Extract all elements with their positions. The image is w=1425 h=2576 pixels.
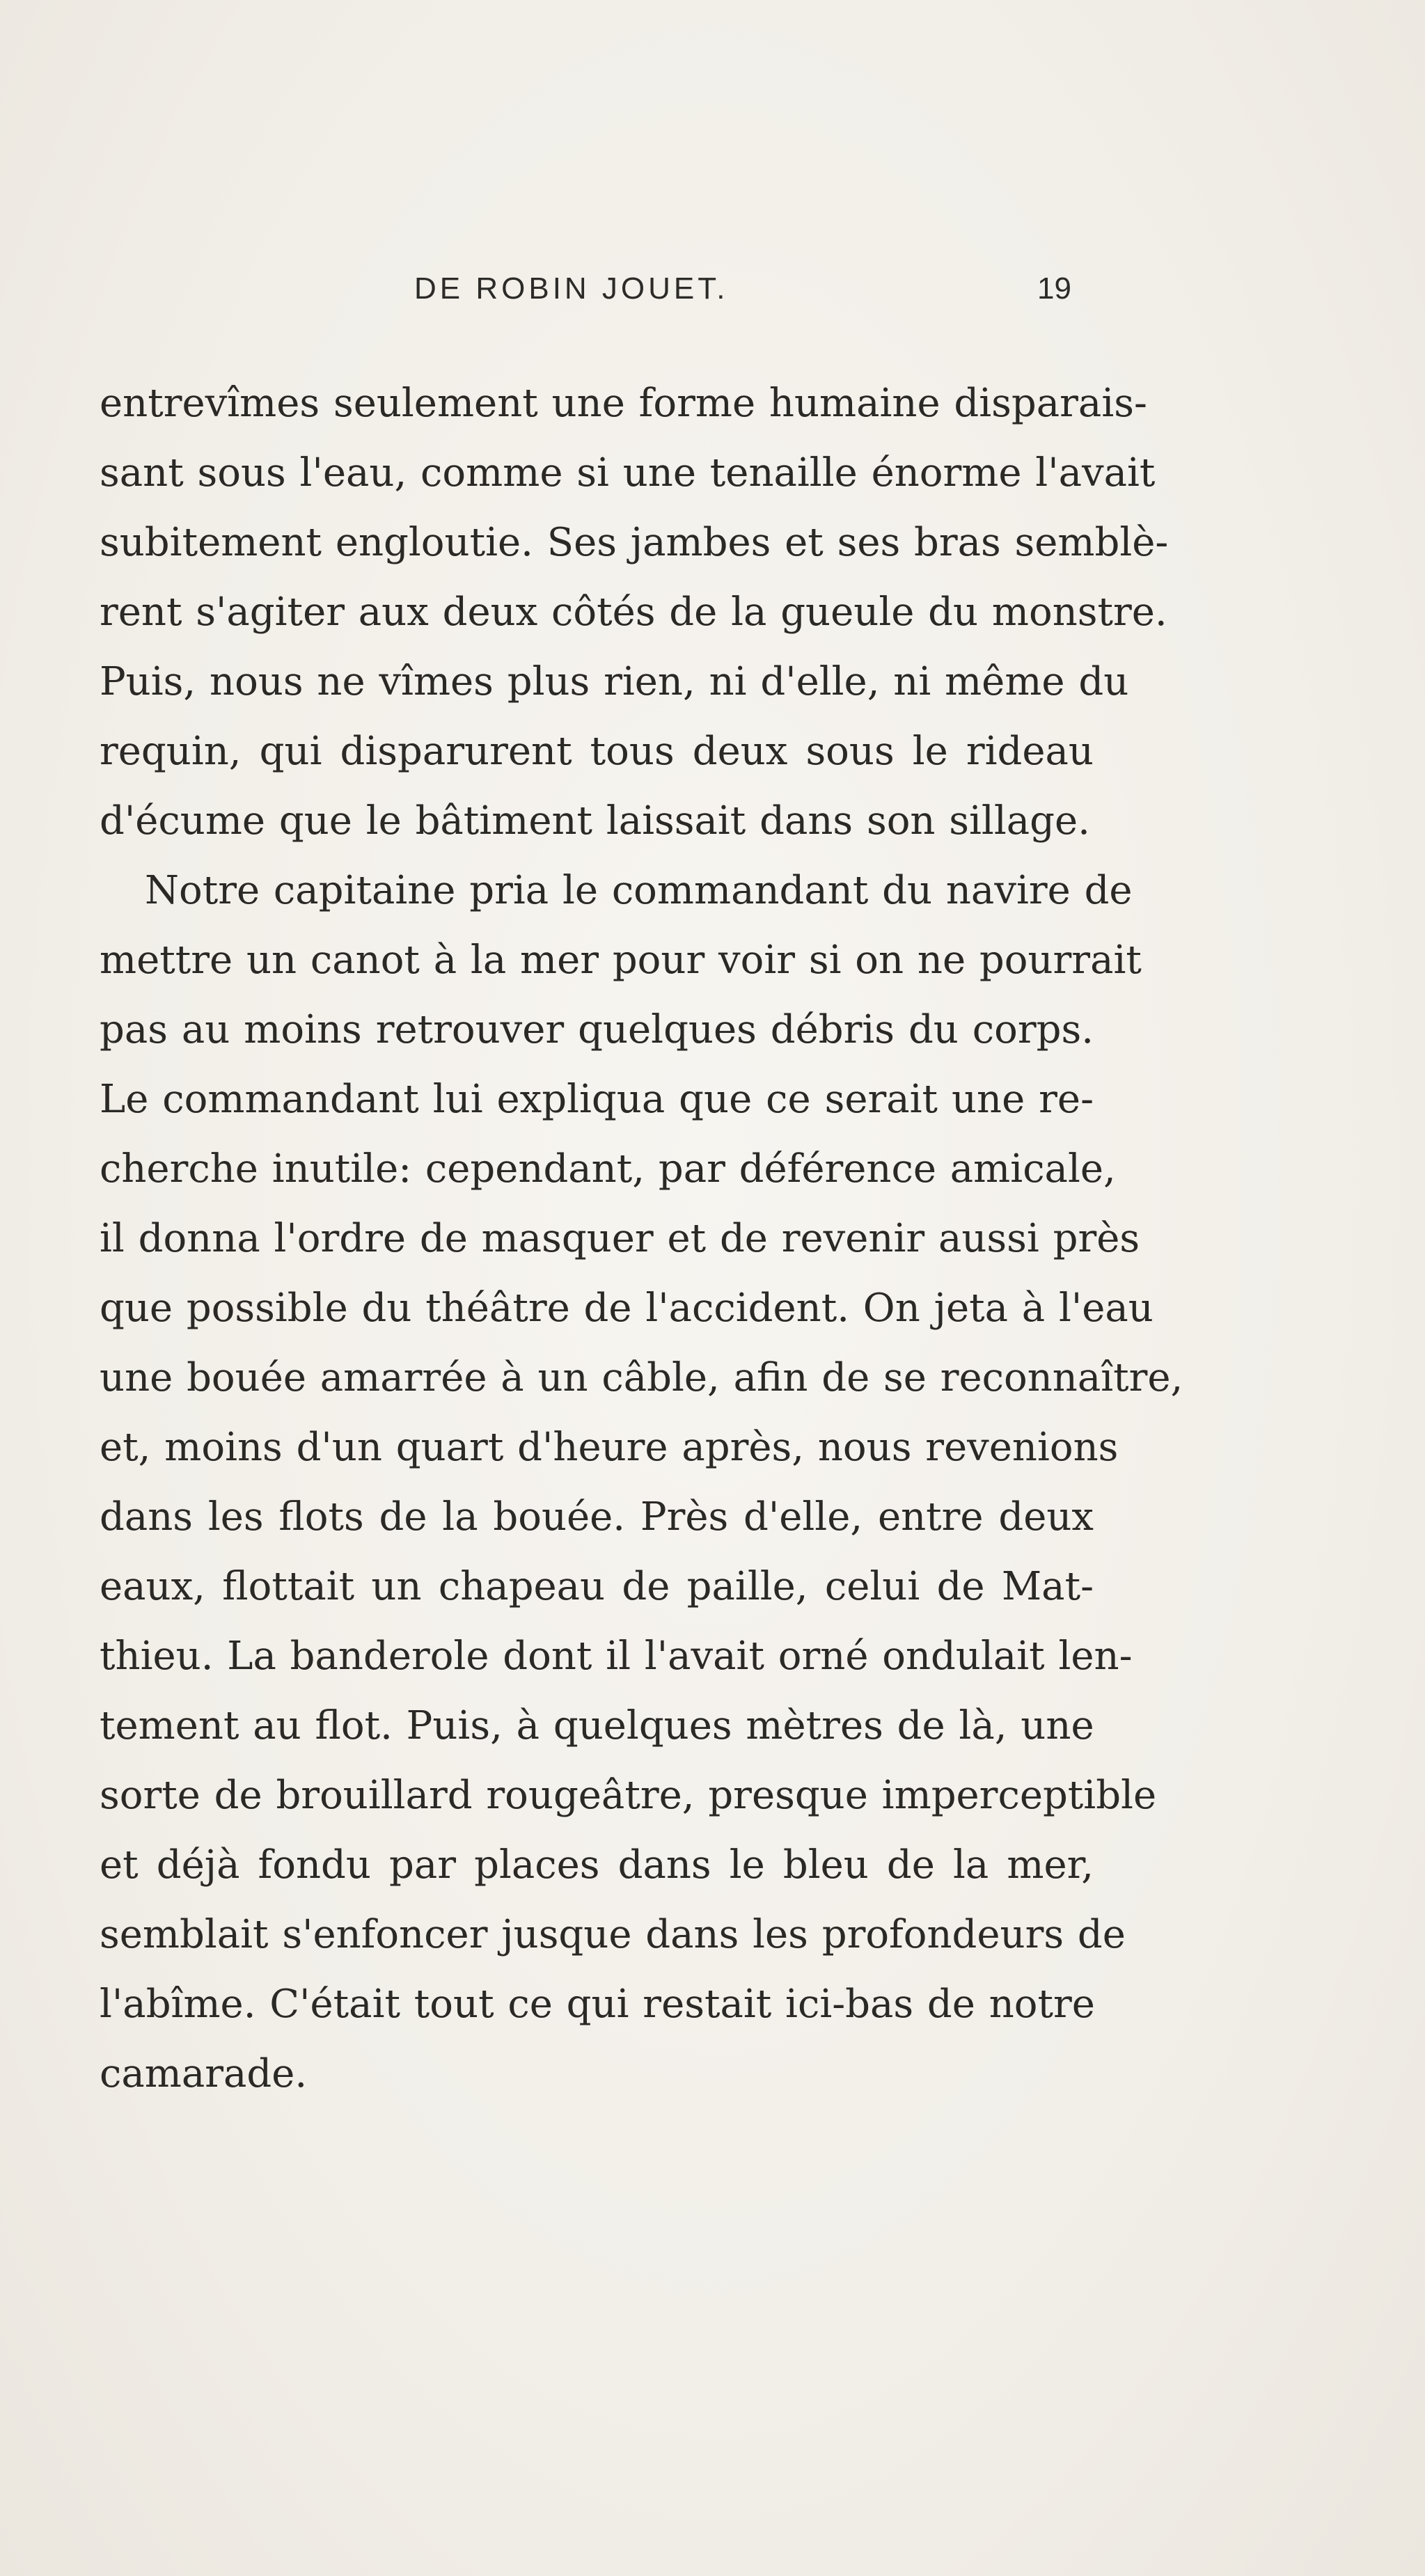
text-line: cherche inutile: cependant, par déférence amicale, — [100, 1146, 1116, 1192]
text-line: d'écume que le bâtiment laissait dans son sillage. — [100, 798, 1090, 844]
text-line: Puis, nous ne vîmes plus rien, ni d'elle, ni même du — [100, 659, 1129, 704]
text-line: sant sous l'eau, comme si une tenaille énorme l'avait — [100, 450, 1156, 496]
text-line: une bouée amarrée à un câble, afin de se reconnaître, — [100, 1355, 1183, 1400]
text-line: eaux, flottait un chapeau de paille, celui de Mat- — [100, 1564, 1094, 1609]
text-line: tement au flot. Puis, à quelques mètres de là, une — [100, 1703, 1094, 1748]
running-title: DE ROBIN JOUET. — [414, 271, 729, 306]
text-line: thieu. La banderole dont il l'avait orné ondulait len- — [100, 1634, 1133, 1679]
text-line: mettre un canot à la mer pour voir si on ne pourrait — [100, 938, 1142, 983]
text-line: requin, qui disparurent tous deux sous le rideau — [100, 729, 1094, 774]
text-line: entrevîmes seulement une forme humaine disparais- — [100, 381, 1147, 426]
text-line: pas au moins retrouver quelques débris du corps. — [100, 1007, 1094, 1052]
text-line: Le commandant lui expliqua que ce serait une re- — [100, 1077, 1094, 1122]
page-number: 19 — [1037, 271, 1071, 306]
text-line: subitement engloutie. Ses jambes et ses bras semblè- — [100, 520, 1169, 565]
text-line: et déjà fondu par places dans le bleu de la mer, — [100, 1842, 1094, 1888]
text-line: dans les flots de la bouée. Près d'elle, entre deux — [100, 1494, 1094, 1540]
text-line: rent s'agiter aux deux côtés de la gueule du monstre. — [100, 590, 1167, 635]
text-line: et, moins d'un quart d'heure après, nous revenions — [100, 1425, 1119, 1470]
running-head — [0, 271, 1425, 320]
text-line: semblait s'enfoncer jusque dans les profondeurs de — [100, 1912, 1126, 1957]
text-line: que possible du théâtre de l'accident. On jeta à l'eau — [100, 1286, 1154, 1331]
text-line: Notre capitaine pria le commandant du navire de — [145, 868, 1133, 913]
text-line: camarade. — [100, 2051, 308, 2096]
text-line: il donna l'ordre de masquer et de revenir aussi près — [100, 1216, 1140, 1261]
text-line: l'abîme. C'était tout ce qui restait ici-bas de notre — [100, 1982, 1095, 2027]
text-line: sorte de brouillard rougeâtre, presque imperceptible — [100, 1773, 1157, 1818]
